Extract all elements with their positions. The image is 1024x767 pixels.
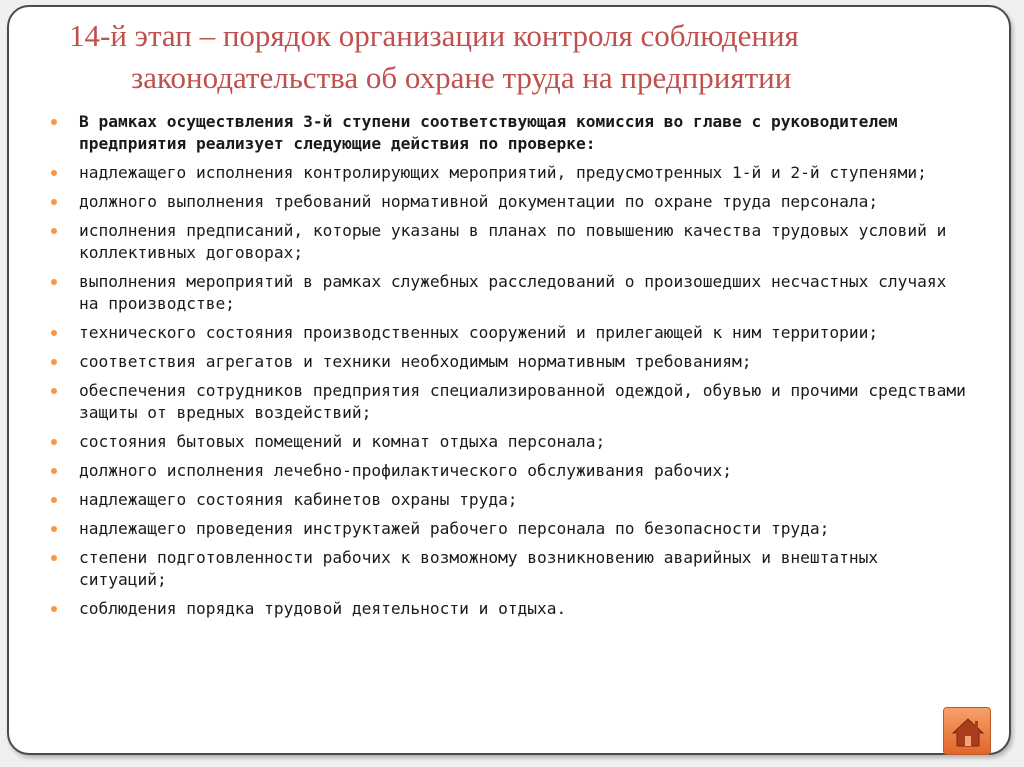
bullet-item bbox=[51, 271, 971, 315]
bullet-text: степени подготовленности рабочих к возможному возникновению аварийных и внештатных ситуаций; bbox=[79, 548, 879, 589]
bullet-item bbox=[51, 598, 971, 620]
bullet-text: должного выполнения требований нормативной документации по охране труда персонала; bbox=[79, 192, 879, 211]
bullet-text: исполнения предписаний, которые указаны в планах по повышению качества трудовых условий и коллективных договорах; bbox=[79, 221, 947, 262]
slide-title-line-1: 14-й этап – порядок организации контроля соблюдения bbox=[69, 18, 799, 53]
bullet-dot-icon bbox=[51, 359, 57, 365]
bullet-dot-icon bbox=[51, 279, 57, 285]
slide-frame bbox=[7, 5, 1011, 755]
bullet-dot-icon bbox=[51, 330, 57, 336]
bullet-text: В рамках осуществления 3-й ступени соответствующая комиссия во главе с руководителем предприятия реализует следующие действия по проверке: bbox=[79, 112, 898, 153]
bullet-dot-icon bbox=[51, 497, 57, 503]
bullet-text: должного исполнения лечебно-профилактического обслуживания рабочих; bbox=[79, 461, 732, 480]
bullet-item bbox=[51, 460, 971, 482]
bullet-dot-icon bbox=[51, 388, 57, 394]
bullet-text: надлежащего проведения инструктажей рабочего персонала по безопасности труда; bbox=[79, 519, 830, 538]
slide-title-line-2: законодательства об охране труда на предприятии bbox=[131, 60, 792, 95]
bullet-text: обеспечения сотрудников предприятия специализированной одеждой, обувью и прочими средствами защиты от вредных воздействий; bbox=[79, 381, 966, 422]
home-button[interactable] bbox=[943, 707, 991, 755]
slide-title bbox=[69, 15, 969, 99]
bullet-item bbox=[51, 191, 971, 213]
bullet-item bbox=[51, 322, 971, 344]
bullet-item bbox=[51, 518, 971, 540]
bullet-text: выполнения мероприятий в рамках служебных расследований о произошедших несчастных случаях на производстве; bbox=[79, 272, 947, 313]
bullet-text: соблюдения порядка трудовой деятельности и отдыха. bbox=[79, 599, 567, 618]
bullet-dot-icon bbox=[51, 228, 57, 234]
bullet-dot-icon bbox=[51, 468, 57, 474]
bullet-dot-icon bbox=[51, 555, 57, 561]
bullet-dot-icon bbox=[51, 199, 57, 205]
home-icon bbox=[950, 714, 986, 750]
bullet-list bbox=[51, 111, 971, 627]
bullet-dot-icon bbox=[51, 119, 57, 125]
bullet-item bbox=[51, 220, 971, 264]
bullet-item bbox=[51, 547, 971, 591]
bullet-dot-icon bbox=[51, 170, 57, 176]
bullet-item bbox=[51, 431, 971, 453]
bullet-text: состояния бытовых помещений и комнат отдыха персонала; bbox=[79, 432, 606, 451]
bullet-text: надлежащего состояния кабинетов охраны труда; bbox=[79, 490, 518, 509]
bullet-item bbox=[51, 489, 971, 511]
bullet-text: надлежащего исполнения контролирующих мероприятий, предусмотренных 1-й и 2-й ступенями; bbox=[79, 163, 927, 182]
bullet-item bbox=[51, 380, 971, 424]
bullet-item bbox=[51, 111, 971, 155]
bullet-text: технического состояния производственных сооружений и прилегающей к ним территории; bbox=[79, 323, 879, 342]
bullet-dot-icon bbox=[51, 439, 57, 445]
bullet-item bbox=[51, 351, 971, 373]
bullet-dot-icon bbox=[51, 606, 57, 612]
bullet-text: соответствия агрегатов и техники необходимым нормативным требованиям; bbox=[79, 352, 752, 371]
bullet-item bbox=[51, 162, 971, 184]
bullet-dot-icon bbox=[51, 526, 57, 532]
